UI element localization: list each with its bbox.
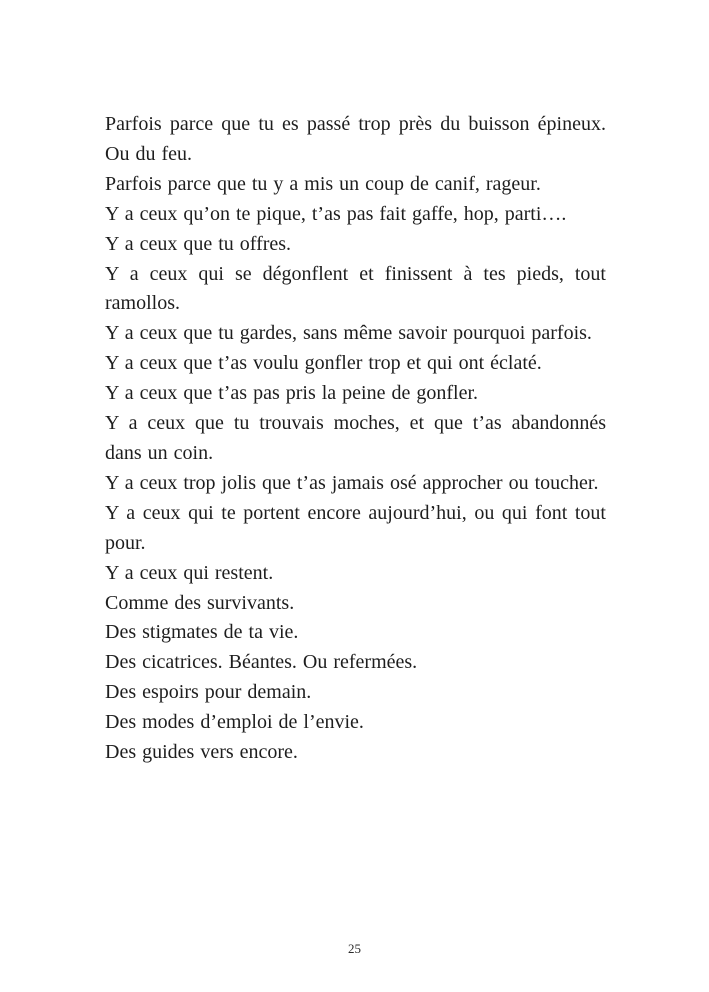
paragraph: Y a ceux que t’as voulu gonfler trop et qui ont éclaté. xyxy=(105,352,542,375)
paragraph: Parfois parce que tu es passé trop près du buisson épineux. Ou du feu. xyxy=(105,113,606,165)
paragraph: Y a ceux que tu gardes, sans même savoir pourquoi parfois. xyxy=(105,322,592,345)
paragraph: Des guides vers encore. xyxy=(105,741,298,764)
paragraph: Des stigmates de ta vie. xyxy=(105,621,299,644)
text-content xyxy=(105,110,606,768)
page-number: 25 xyxy=(348,941,361,956)
paragraph: Y a ceux qui restent. xyxy=(105,561,274,584)
paragraph: Y a ceux que tu offres. xyxy=(105,232,292,255)
paragraph: Des cicatrices. Béantes. Ou refermées. xyxy=(105,651,418,674)
paragraph: Y a ceux qui te portent encore aujourd’hui, ou qui font tout pour. xyxy=(105,501,606,554)
paragraph: Comme des survivants. xyxy=(105,591,295,614)
paragraph: Des modes d’emploi de l’envie. xyxy=(105,711,364,734)
paragraph: Y a ceux qui se dégonflent et finissent à tes pieds, tout ramollos. xyxy=(105,262,606,315)
paragraph: Y a ceux que tu trouvais moches, et que t’as abandonnés dans un coin. xyxy=(105,412,606,464)
paragraph: Parfois parce que tu y a mis un coup de canif, rageur. xyxy=(105,172,541,195)
paragraph: Des espoirs pour demain. xyxy=(105,681,312,704)
paragraph: Y a ceux qu’on te pique, t’as pas fait gaffe, hop, parti…. xyxy=(105,202,567,225)
paragraph: Y a ceux trop jolis que t’as jamais osé approcher ou toucher. xyxy=(105,471,599,494)
paragraph: Y a ceux que t’as pas pris la peine de gonfler. xyxy=(105,382,479,405)
